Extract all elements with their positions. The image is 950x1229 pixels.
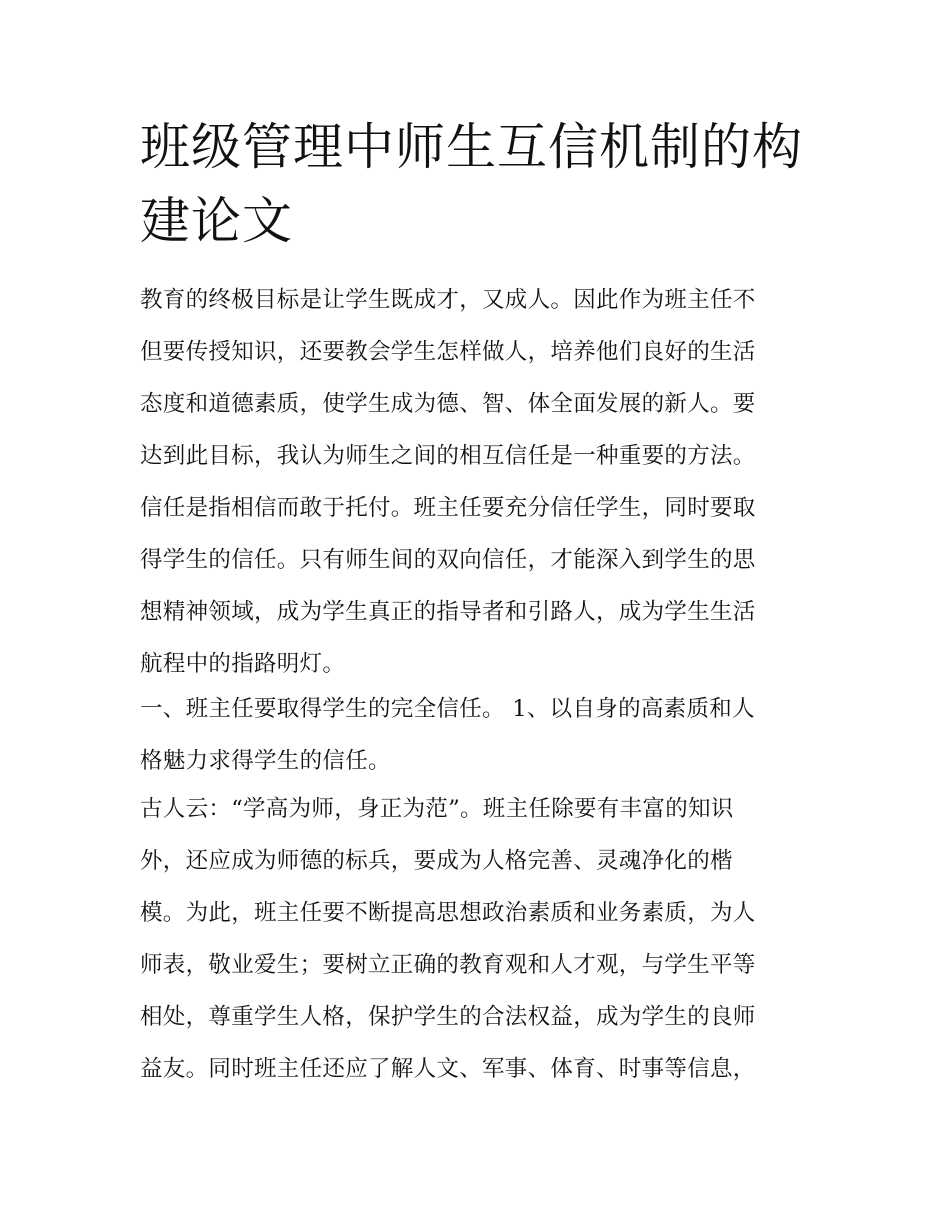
body-line: 古人云：“学高为师，身正为范”。班主任除要有丰富的知识 — [140, 796, 734, 822]
body-line: 师表，敬业爱生；要树立正确的教育观和人才观，与学生平等 — [140, 952, 756, 978]
body-line: 模。为此，班主任要不断提高思想政治素质和业务素质，为人 — [140, 900, 756, 926]
body-line: 想精神领域，成为学生真正的指导者和引路人，成为学生生活 — [140, 599, 756, 625]
body-line: 格魅力求得学生的信任。 — [140, 748, 391, 774]
body-line: 信任是指相信而敢于托付。班主任要充分信任学生，同时要取 — [140, 495, 756, 521]
body-line: 但要传授知识，还要教会学生怎样做人，培养他们良好的生活 — [140, 339, 756, 365]
body-line: 相处，尊重学生人格，保护学生的合法权益，成为学生的良师 — [140, 1004, 756, 1030]
body-line: 航程中的指路明灯。 — [140, 651, 346, 677]
body-line: 态度和道德素质，使学生成为德、智、体全面发展的新人。要 — [140, 391, 756, 417]
title-line: 建论文 — [140, 192, 293, 250]
body-line: 一、班主任要取得学生的完全信任。 1、以自身的高素质和人 — [140, 696, 755, 722]
document-title — [140, 110, 820, 258]
body-line: 达到此目标，我认为师生之间的相互信任是一种重要的方法。 — [140, 443, 756, 469]
body-line: 外，还应成为师德的标兵，要成为人格完善、灵魂净化的楷 — [140, 848, 733, 874]
title-line: 班级管理中师生互信机制的构 — [140, 118, 803, 176]
body-line: 益友。同时班主任还应了解人文、军事、体育、时事等信息， — [140, 1056, 756, 1082]
body-line: 得学生的信任。只有师生间的双向信任，才能深入到学生的思 — [140, 547, 756, 573]
body-line: 教育的终极目标是让学生既成才，又成人。因此作为班主任不 — [140, 287, 756, 313]
